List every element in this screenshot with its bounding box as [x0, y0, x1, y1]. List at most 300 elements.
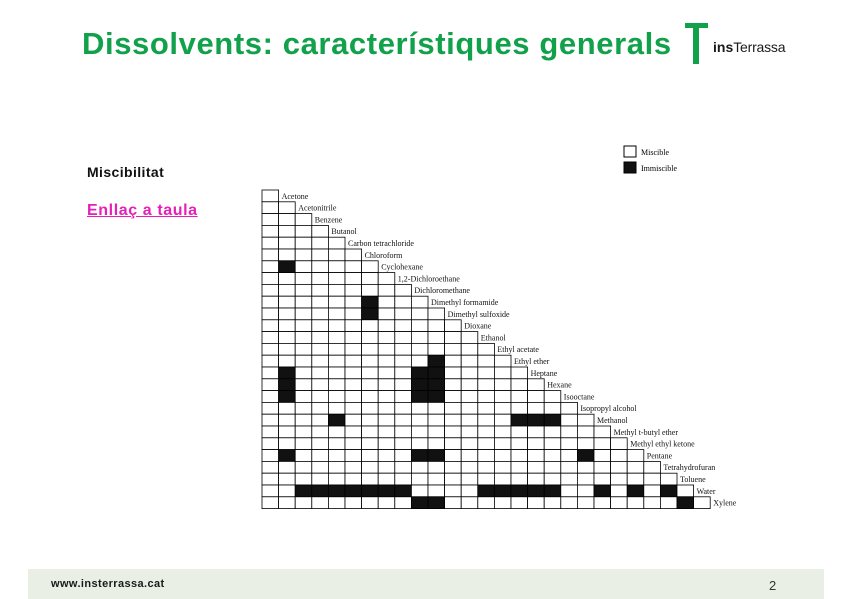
- miscible-cell: [395, 473, 412, 485]
- miscible-cell: [312, 461, 329, 473]
- solvent-diagonal-cell: [362, 261, 379, 273]
- solvent-label: Water: [696, 486, 716, 496]
- immiscible-cell: [279, 367, 296, 379]
- solvent-label: Heptane: [530, 368, 558, 378]
- miscible-cell: [378, 320, 395, 332]
- legend-miscible-swatch: [624, 146, 636, 157]
- solvent-label: Benzene: [314, 215, 343, 225]
- miscible-cell: [411, 332, 428, 344]
- miscible-cell: [395, 450, 412, 462]
- miscible-cell: [378, 308, 395, 320]
- miscible-cell: [279, 214, 296, 226]
- miscible-cell: [295, 461, 312, 473]
- legend-immiscible-label: Immiscible: [641, 164, 677, 173]
- immiscible-cell: [312, 485, 329, 497]
- miscible-cell: [644, 485, 661, 497]
- miscibility-grid: [262, 190, 737, 509]
- miscible-cell: [312, 367, 329, 379]
- miscible-cell: [544, 497, 561, 509]
- miscible-cell: [378, 367, 395, 379]
- miscible-cell: [362, 320, 379, 332]
- miscible-cell: [362, 402, 379, 414]
- miscible-cell: [478, 379, 495, 391]
- miscible-cell: [362, 497, 379, 509]
- miscible-cell: [428, 485, 445, 497]
- immiscible-cell: [362, 485, 379, 497]
- miscible-cell: [528, 438, 545, 450]
- miscible-cell: [295, 320, 312, 332]
- miscible-cell: [395, 308, 412, 320]
- miscible-cell: [295, 332, 312, 344]
- solvent-diagonal-cell: [478, 343, 495, 355]
- miscible-cell: [262, 402, 279, 414]
- logo-t-icon: [683, 20, 713, 66]
- solvent-label: Acetonitrile: [298, 203, 337, 213]
- miscible-cell: [644, 473, 661, 485]
- solvent-diagonal-cell: [694, 497, 711, 509]
- solvent-label: Dimethyl sulfoxide: [447, 309, 510, 319]
- miscible-cell: [362, 391, 379, 403]
- miscible-cell: [478, 367, 495, 379]
- miscible-cell: [395, 343, 412, 355]
- miscible-cell: [328, 367, 345, 379]
- miscible-cell: [312, 320, 329, 332]
- miscible-cell: [262, 414, 279, 426]
- miscible-cell: [395, 332, 412, 344]
- immiscible-cell: [295, 485, 312, 497]
- solvent-label: Chloroform: [364, 250, 403, 260]
- miscible-cell: [461, 438, 478, 450]
- miscible-cell: [262, 497, 279, 509]
- page-number: 2: [769, 578, 777, 593]
- miscible-cell: [312, 332, 329, 344]
- miscible-cell: [295, 343, 312, 355]
- miscible-cell: [362, 284, 379, 296]
- miscible-cell: [445, 402, 462, 414]
- miscible-cell: [345, 343, 362, 355]
- immiscible-cell: [660, 485, 677, 497]
- solvent-diagonal-cell: [378, 273, 395, 285]
- miscible-cell: [478, 473, 495, 485]
- miscible-cell: [262, 225, 279, 237]
- miscible-cell: [279, 485, 296, 497]
- miscible-cell: [378, 296, 395, 308]
- logo-ins: ins: [713, 39, 734, 55]
- miscible-cell: [279, 320, 296, 332]
- immiscible-cell: [378, 485, 395, 497]
- solvent-label: Isooctane: [563, 392, 595, 402]
- miscible-cell: [511, 450, 528, 462]
- miscible-cell: [378, 379, 395, 391]
- miscible-cell: [279, 402, 296, 414]
- solvent-diagonal-cell: [677, 485, 694, 497]
- miscible-cell: [345, 320, 362, 332]
- immiscible-cell: [279, 261, 296, 273]
- solvent-diagonal-cell: [411, 296, 428, 308]
- miscible-cell: [312, 497, 329, 509]
- miscible-cell: [345, 367, 362, 379]
- miscible-cell: [511, 473, 528, 485]
- miscible-cell: [279, 461, 296, 473]
- miscible-cell: [478, 391, 495, 403]
- miscible-cell: [478, 497, 495, 509]
- miscible-cell: [262, 261, 279, 273]
- slide-title: Dissolvents: característiques generals: [82, 26, 672, 61]
- miscible-cell: [312, 355, 329, 367]
- miscible-cell: [262, 461, 279, 473]
- miscible-cell: [362, 426, 379, 438]
- solvent-diagonal-cell: [345, 249, 362, 261]
- immiscible-cell: [362, 308, 379, 320]
- miscible-cell: [411, 414, 428, 426]
- miscible-cell: [445, 450, 462, 462]
- logo-text: [713, 39, 785, 55]
- miscible-cell: [295, 225, 312, 237]
- miscible-cell: [627, 497, 644, 509]
- solvent-label: Isopropyl alcohol: [580, 404, 637, 414]
- miscible-cell: [478, 461, 495, 473]
- miscible-cell: [262, 237, 279, 249]
- miscible-cell: [594, 473, 611, 485]
- solvent-diagonal-cell: [528, 379, 545, 391]
- miscible-cell: [279, 332, 296, 344]
- miscible-cell: [345, 273, 362, 285]
- miscible-cell: [461, 379, 478, 391]
- miscible-cell: [378, 426, 395, 438]
- miscible-cell: [461, 450, 478, 462]
- miscible-cell: [262, 391, 279, 403]
- miscible-cell: [494, 391, 511, 403]
- miscible-cell: [511, 402, 528, 414]
- solvent-diagonal-cell: [461, 332, 478, 344]
- miscible-cell: [345, 473, 362, 485]
- miscible-cell: [345, 450, 362, 462]
- miscible-cell: [312, 473, 329, 485]
- miscible-cell: [445, 355, 462, 367]
- immiscible-cell: [362, 296, 379, 308]
- miscible-cell: [428, 461, 445, 473]
- miscible-cell: [594, 450, 611, 462]
- miscible-cell: [312, 284, 329, 296]
- miscible-cell: [345, 414, 362, 426]
- immiscible-cell: [279, 379, 296, 391]
- immiscible-cell: [279, 391, 296, 403]
- miscible-cell: [511, 426, 528, 438]
- miscible-cell: [461, 473, 478, 485]
- miscible-cell: [328, 402, 345, 414]
- miscible-cell: [328, 249, 345, 261]
- miscible-cell: [494, 367, 511, 379]
- miscible-cell: [345, 379, 362, 391]
- immiscible-cell: [544, 485, 561, 497]
- miscible-cell: [445, 497, 462, 509]
- miscible-cell: [660, 497, 677, 509]
- miscible-cell: [395, 414, 412, 426]
- immiscible-cell: [428, 355, 445, 367]
- miscible-cell: [494, 438, 511, 450]
- immiscible-cell: [528, 485, 545, 497]
- immiscible-cell: [478, 485, 495, 497]
- miscible-cell: [295, 284, 312, 296]
- miscible-cell: [279, 426, 296, 438]
- miscible-cell: [295, 308, 312, 320]
- miscible-cell: [279, 343, 296, 355]
- miscible-cell: [328, 497, 345, 509]
- solvent-diagonal-cell: [594, 426, 611, 438]
- miscible-cell: [362, 343, 379, 355]
- miscible-cell: [411, 473, 428, 485]
- miscible-cell: [312, 308, 329, 320]
- miscible-cell: [328, 473, 345, 485]
- miscible-cell: [328, 343, 345, 355]
- solvent-label: Acetone: [281, 191, 309, 201]
- immiscible-cell: [328, 414, 345, 426]
- miscible-cell: [378, 450, 395, 462]
- miscible-cell: [544, 426, 561, 438]
- miscible-cell: [295, 438, 312, 450]
- solvent-diagonal-cell: [494, 355, 511, 367]
- miscible-cell: [295, 450, 312, 462]
- miscible-cell: [378, 355, 395, 367]
- miscible-cell: [328, 355, 345, 367]
- miscible-cell: [561, 414, 578, 426]
- miscible-cell: [345, 355, 362, 367]
- miscible-cell: [611, 450, 628, 462]
- miscible-cell: [378, 461, 395, 473]
- miscible-cell: [428, 402, 445, 414]
- solvent-label: 1,2-Dichloroethane: [397, 274, 460, 284]
- miscible-cell: [561, 461, 578, 473]
- miscible-cell: [295, 237, 312, 249]
- miscible-cell: [561, 450, 578, 462]
- solvent-label: Dimethyl formamide: [431, 298, 499, 307]
- miscible-cell: [362, 473, 379, 485]
- solvent-label: Butanol: [331, 227, 357, 237]
- miscible-cell: [411, 320, 428, 332]
- immiscible-cell: [395, 485, 412, 497]
- immiscible-cell: [494, 485, 511, 497]
- miscible-cell: [262, 343, 279, 355]
- miscible-cell: [411, 438, 428, 450]
- miscible-cell: [395, 461, 412, 473]
- miscible-cell: [561, 485, 578, 497]
- miscible-cell: [279, 296, 296, 308]
- miscible-cell: [328, 320, 345, 332]
- miscible-cell: [345, 332, 362, 344]
- miscible-cell: [262, 284, 279, 296]
- miscible-cell: [611, 497, 628, 509]
- miscible-cell: [461, 414, 478, 426]
- miscible-cell: [561, 438, 578, 450]
- legend-miscible-label: Miscible: [641, 148, 669, 157]
- solvent-label: Tetrahydrofuran: [663, 463, 716, 473]
- miscible-cell: [295, 249, 312, 261]
- miscible-cell: [312, 402, 329, 414]
- miscible-cell: [328, 461, 345, 473]
- miscible-cell: [461, 426, 478, 438]
- miscible-cell: [362, 355, 379, 367]
- miscible-cell: [577, 426, 594, 438]
- miscible-cell: [362, 332, 379, 344]
- miscible-cell: [428, 438, 445, 450]
- miscible-cell: [511, 438, 528, 450]
- miscible-cell: [279, 308, 296, 320]
- miscible-cell: [378, 414, 395, 426]
- solvent-label: Xylene: [713, 498, 737, 508]
- miscible-cell: [445, 485, 462, 497]
- miscible-cell: [328, 391, 345, 403]
- miscible-cell: [312, 343, 329, 355]
- miscible-cell: [411, 485, 428, 497]
- solvent-label: Pentane: [646, 451, 673, 461]
- miscible-cell: [328, 438, 345, 450]
- solvent-label: Methyl ethyl ketone: [630, 439, 695, 449]
- immiscible-cell: [511, 414, 528, 426]
- miscible-cell: [295, 426, 312, 438]
- miscible-cell: [494, 379, 511, 391]
- immiscible-cell: [345, 485, 362, 497]
- miscible-cell: [362, 367, 379, 379]
- miscible-cell: [279, 225, 296, 237]
- miscible-cell: [627, 461, 644, 473]
- solvent-diagonal-cell: [577, 414, 594, 426]
- miscible-cell: [395, 296, 412, 308]
- miscible-cell: [528, 426, 545, 438]
- miscible-cell: [262, 273, 279, 285]
- miscible-cell: [295, 273, 312, 285]
- immiscible-cell: [528, 414, 545, 426]
- miscible-cell: [478, 438, 495, 450]
- miscible-cell: [262, 485, 279, 497]
- miscible-cell: [511, 497, 528, 509]
- immiscible-cell: [428, 497, 445, 509]
- miscible-cell: [478, 402, 495, 414]
- miscible-cell: [279, 414, 296, 426]
- miscible-cell: [461, 355, 478, 367]
- solvent-diagonal-cell: [428, 308, 445, 320]
- miscible-cell: [362, 461, 379, 473]
- miscible-cell: [279, 284, 296, 296]
- miscible-cell: [461, 497, 478, 509]
- immiscible-cell: [677, 497, 694, 509]
- miscible-cell: [345, 426, 362, 438]
- footer-bar: [28, 569, 824, 599]
- miscible-cell: [395, 379, 412, 391]
- legend: [624, 146, 677, 173]
- solvent-diagonal-cell: [660, 473, 677, 485]
- miscible-cell: [295, 497, 312, 509]
- miscible-cell: [395, 367, 412, 379]
- solvent-diagonal-cell: [395, 284, 412, 296]
- miscible-cell: [411, 343, 428, 355]
- miscible-cell: [445, 461, 462, 473]
- solvent-diagonal-cell: [561, 402, 578, 414]
- miscible-cell: [378, 284, 395, 296]
- miscible-cell: [262, 332, 279, 344]
- miscible-cell: [528, 391, 545, 403]
- miscible-cell: [262, 308, 279, 320]
- miscible-cell: [312, 249, 329, 261]
- miscible-cell: [262, 202, 279, 214]
- immiscible-cell: [627, 485, 644, 497]
- miscible-cell: [528, 497, 545, 509]
- immiscible-cell: [411, 391, 428, 403]
- miscible-cell: [328, 284, 345, 296]
- solvent-diagonal-cell: [445, 320, 462, 332]
- miscible-cell: [279, 497, 296, 509]
- immiscible-cell: [511, 485, 528, 497]
- miscible-cell: [295, 391, 312, 403]
- miscible-cell: [295, 261, 312, 273]
- miscible-cell: [611, 473, 628, 485]
- miscible-cell: [312, 273, 329, 285]
- miscible-cell: [378, 343, 395, 355]
- miscible-cell: [445, 391, 462, 403]
- miscible-cell: [345, 284, 362, 296]
- immiscible-cell: [428, 450, 445, 462]
- immiscible-cell: [411, 497, 428, 509]
- miscible-cell: [262, 355, 279, 367]
- miscible-cell: [544, 473, 561, 485]
- legend-immiscible-swatch: [624, 162, 636, 173]
- miscible-cell: [328, 426, 345, 438]
- miscible-cell: [279, 249, 296, 261]
- immiscible-cell: [428, 367, 445, 379]
- miscible-cell: [461, 391, 478, 403]
- solvent-diagonal-cell: [312, 225, 329, 237]
- miscible-cell: [262, 214, 279, 226]
- solvent-diagonal-cell: [279, 202, 296, 214]
- miscible-cell: [328, 261, 345, 273]
- miscible-cell: [362, 273, 379, 285]
- miscible-cell: [611, 485, 628, 497]
- solvent-diagonal-cell: [295, 214, 312, 226]
- miscible-cell: [312, 379, 329, 391]
- miscible-cell: [428, 426, 445, 438]
- miscible-cell: [345, 497, 362, 509]
- miscible-cell: [544, 402, 561, 414]
- miscible-cell: [262, 320, 279, 332]
- miscible-cell: [395, 391, 412, 403]
- miscible-cell: [494, 414, 511, 426]
- miscible-cell: [461, 343, 478, 355]
- miscible-cell: [279, 273, 296, 285]
- miscible-cell: [279, 473, 296, 485]
- miscible-cell: [528, 461, 545, 473]
- miscible-cell: [627, 473, 644, 485]
- miscible-cell: [395, 355, 412, 367]
- miscible-cell: [577, 473, 594, 485]
- miscible-cell: [411, 461, 428, 473]
- miscible-cell: [494, 426, 511, 438]
- logo-name: Terrassa: [733, 39, 786, 55]
- immiscible-cell: [279, 450, 296, 462]
- solvent-label: Dichloromethane: [414, 286, 470, 296]
- solvent-diagonal-cell: [262, 190, 279, 202]
- miscible-cell: [511, 379, 528, 391]
- miscibility-heading: Miscibilitat: [87, 164, 165, 180]
- miscible-cell: [511, 391, 528, 403]
- footer-url: www.insterrassa.cat: [51, 578, 165, 590]
- miscible-cell: [295, 473, 312, 485]
- table-link[interactable]: Enllaç a taula: [87, 202, 198, 219]
- miscible-cell: [328, 296, 345, 308]
- miscible-cell: [445, 332, 462, 344]
- miscible-cell: [511, 461, 528, 473]
- miscible-cell: [362, 450, 379, 462]
- miscible-cell: [494, 450, 511, 462]
- miscible-cell: [295, 355, 312, 367]
